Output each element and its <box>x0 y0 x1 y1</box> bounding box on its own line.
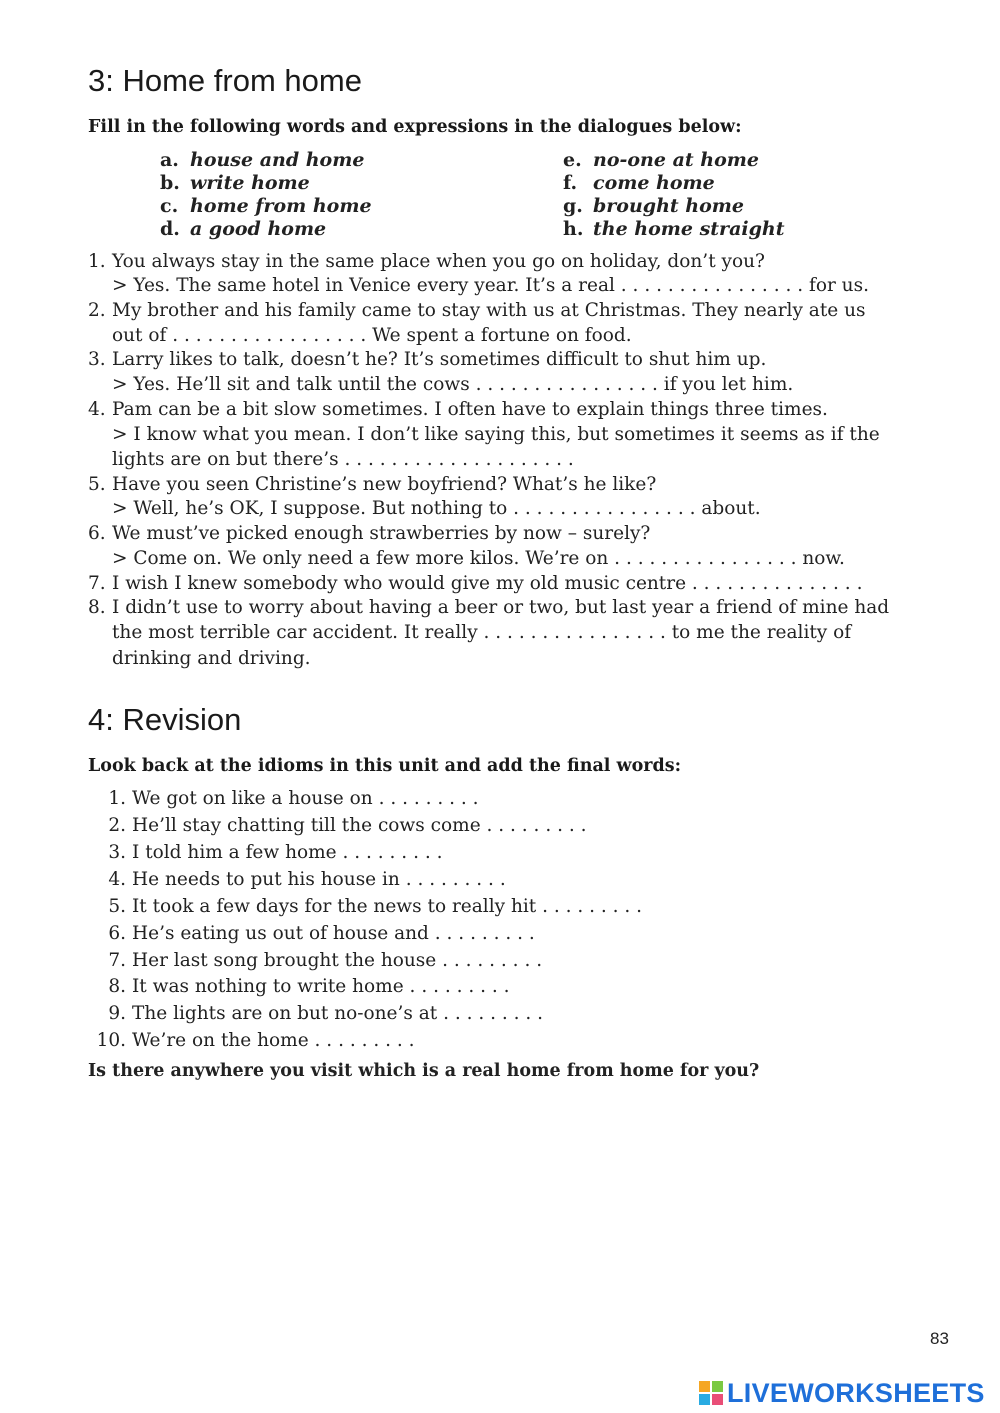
dialogue-line <box>88 397 828 422</box>
dialogue-line <box>88 298 866 323</box>
item-number: 7. <box>108 950 126 971</box>
dialogue-line <box>88 472 656 497</box>
option-a <box>160 149 364 172</box>
dialogue-line <box>88 372 793 397</box>
item-text: It took a few days for the news to really hit . . . . . . . . . <box>132 896 643 917</box>
line-text: out of . . . . . . . . . . . . . . . . . We spent a fortune on food. <box>112 325 632 346</box>
line-text: Pam can be a bit slow sometimes. I often have to explain things three times. <box>112 399 828 420</box>
line-number: 6. <box>88 523 106 544</box>
line-text: > Yes. The same hotel in Venice every year. It’s a real . . . . . . . . . . . . . . . . for us. <box>112 275 869 296</box>
line-number: 5. <box>88 474 106 495</box>
item-number: 1. <box>108 788 126 809</box>
line-text: > Yes. He’ll sit and talk until the cows . . . . . . . . . . . . . . . . if you let him. <box>112 374 794 395</box>
revision-item <box>96 894 642 920</box>
item-text: It was nothing to write home . . . . . . . . . <box>132 976 510 997</box>
option-phrase: brought home <box>593 195 744 217</box>
section-4-title: 4: Revision <box>88 702 242 737</box>
revision-item <box>96 840 442 866</box>
option-phrase: the home straight <box>593 218 785 240</box>
line-text: Larry likes to talk, doesn’t he? It’s sometimes difficult to shut him up. <box>112 349 767 370</box>
option-letter: e. <box>563 149 582 171</box>
option-e <box>563 149 759 172</box>
dialogue-line <box>88 273 869 298</box>
line-text: My brother and his family came to stay with us at Christmas. They nearly ate us <box>112 300 866 321</box>
dialogue-line <box>88 496 761 521</box>
item-text: The lights are on but no-one’s at . . . . . . . . . <box>132 1003 544 1024</box>
item-text: We’re on the home . . . . . . . . . <box>132 1030 415 1051</box>
item-number: 9. <box>108 1003 126 1024</box>
line-number: 7. <box>88 573 106 594</box>
dialogue-line <box>88 422 880 447</box>
dialogue-line <box>88 347 766 372</box>
item-text: He’s eating us out of house and . . . . . . . . . <box>132 923 535 944</box>
option-phrase: house and home <box>190 149 365 171</box>
option-g <box>563 195 744 218</box>
item-number: 6. <box>108 923 126 944</box>
section-3-instruction: Fill in the following words and expressions in the dialogues below: <box>88 117 742 137</box>
dialogue-line <box>88 595 889 620</box>
option-f <box>563 172 715 195</box>
item-number: 5. <box>108 896 126 917</box>
option-letter: b. <box>160 172 180 194</box>
revision-item <box>96 974 510 1000</box>
revision-item <box>96 786 479 812</box>
option-letter: d. <box>160 218 180 240</box>
dialogue-line <box>88 447 574 472</box>
item-number: 2. <box>108 815 126 836</box>
line-number: 1. <box>88 251 106 272</box>
page-number: 83 <box>930 1329 949 1348</box>
item-text: He needs to put his house in . . . . . . . . . <box>132 869 506 890</box>
revision-item <box>96 921 535 947</box>
line-number: 8. <box>88 597 106 618</box>
revision-item <box>96 813 587 839</box>
line-text: lights are on but there’s . . . . . . . . . . . . . . . . . . . . <box>112 449 574 470</box>
discussion-question: Is there anywhere you visit which is a real home from home for you? <box>88 1061 760 1081</box>
line-number: 4. <box>88 399 106 420</box>
line-text: > Come on. We only need a few more kilos. We’re on . . . . . . . . . . . . . . . . now. <box>112 548 845 569</box>
dialogue-line <box>88 249 765 274</box>
options-list <box>160 149 860 245</box>
option-d <box>160 218 326 241</box>
line-text: You always stay in the same place when you go on holiday, don’t you? <box>112 251 765 272</box>
option-letter: a. <box>160 149 179 171</box>
option-phrase: come home <box>593 172 715 194</box>
logo-text: LIVEWORKSHEETS <box>727 1377 985 1408</box>
dialogue-line <box>88 546 845 571</box>
line-text: Have you seen Christine’s new boyfriend? What’s he like? <box>112 474 657 495</box>
dialogue-line <box>88 571 862 596</box>
item-text: We got on like a house on . . . . . . . . . <box>132 788 479 809</box>
item-number: 10. <box>96 1030 126 1051</box>
line-text: I didn’t use to worry about having a beer or two, but last year a friend of mine had <box>112 597 890 618</box>
item-number: 3. <box>108 842 126 863</box>
dialogue-line <box>88 646 311 671</box>
option-c <box>160 195 372 218</box>
option-phrase: a good home <box>190 218 327 240</box>
option-phrase: home from home <box>190 195 372 217</box>
line-text: > I know what you mean. I don’t like saying this, but sometimes it seems as if the <box>112 424 880 445</box>
line-text: We must’ve picked enough strawberries by now – surely? <box>112 523 651 544</box>
option-letter: h. <box>563 218 584 240</box>
revision-item <box>96 1001 543 1027</box>
option-b <box>160 172 310 195</box>
revision-item <box>96 867 506 893</box>
line-text: > Well, he’s OK, I suppose. But nothing to . . . . . . . . . . . . . . . . about. <box>112 498 761 519</box>
item-text: He’ll stay chatting till the cows come . . . . . . . . . <box>132 815 587 836</box>
liveworksheets-logo-icon <box>698 1380 724 1406</box>
item-number: 8. <box>108 976 126 997</box>
option-letter: c. <box>160 195 179 217</box>
option-letter: f. <box>563 172 578 194</box>
line-text: drinking and driving. <box>112 648 311 669</box>
item-text: Her last song brought the house . . . . . . . . . <box>132 950 543 971</box>
option-letter: g. <box>563 195 583 217</box>
line-text: the most terrible car accident. It really . . . . . . . . . . . . . . . . to me the reality of <box>112 622 852 643</box>
dialogue-line <box>88 620 851 645</box>
item-text: I told him a few home . . . . . . . . . <box>132 842 443 863</box>
dialogue-line <box>88 323 632 348</box>
option-h <box>563 218 784 241</box>
dialogue-line <box>88 521 650 546</box>
line-text: I wish I knew somebody who would give my old music centre . . . . . . . . . . . . . . . <box>112 573 863 594</box>
section-4-instruction: Look back at the idioms in this unit and add the final words: <box>88 756 682 776</box>
liveworksheets-logo[interactable] <box>698 1378 985 1408</box>
section-3-title: 3: Home from home <box>88 63 362 98</box>
option-phrase: no-one at home <box>593 149 759 171</box>
line-number: 3. <box>88 349 106 370</box>
line-number: 2. <box>88 300 106 321</box>
revision-item <box>96 1028 415 1054</box>
item-number: 4. <box>108 869 126 890</box>
option-phrase: write home <box>190 172 310 194</box>
revision-item <box>96 948 542 974</box>
